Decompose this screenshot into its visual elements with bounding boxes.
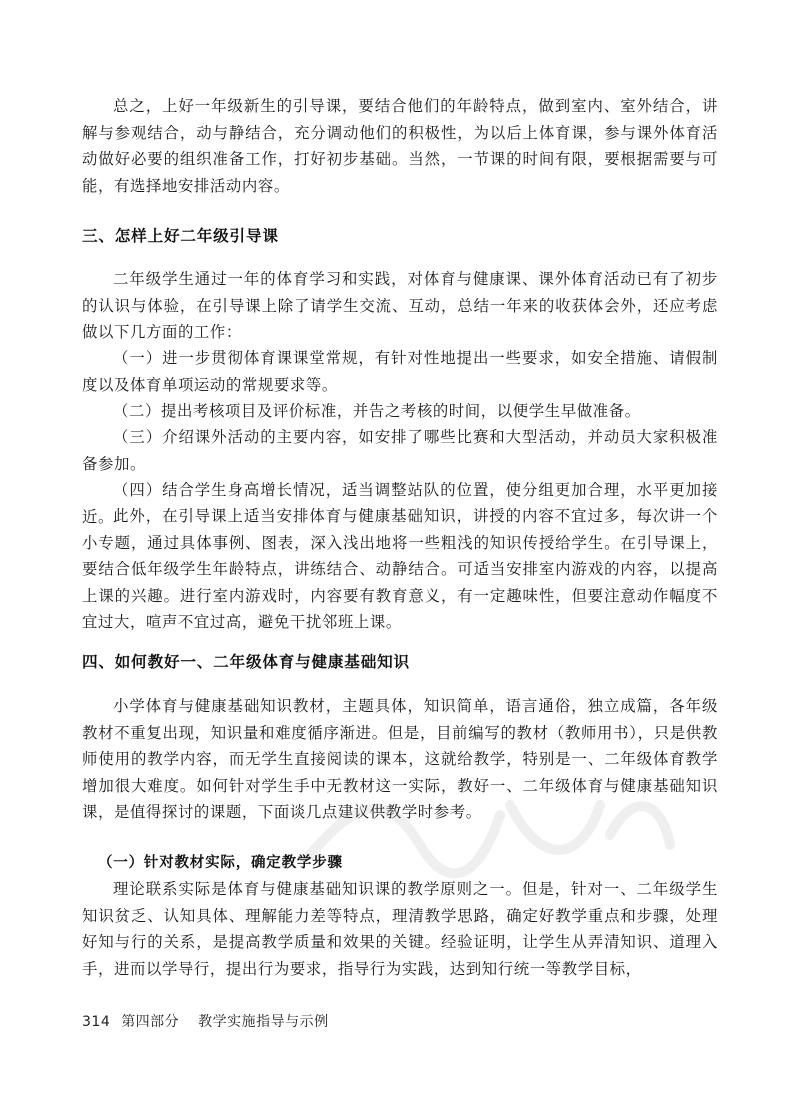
footer-part-label: 第四部分 (121, 1014, 180, 1030)
page-number: 314 (82, 1014, 111, 1030)
page-footer (82, 1011, 329, 1031)
paragraph-teaching-steps: 理论联系实际是体育与健康基础知识课的教学原则之一。但是，针对一、二年级学生知识贫乏、认知具体、理解能力差等特点，理清教学思路，确定好教学重点和步骤，处理好知与行的关系，是提高教学质量和效果的关键。经验证明，让学生从弄清知识、道理入手，进而以学导行，提出行为要求，指导行为实践，达到知行统一等教学目标， (82, 880, 718, 978)
paragraph-summary: 总之，上好一年级新生的引导课，要结合他们的年龄特点，做到室内、室外结合，讲解与参观结合，动与静结合，充分调动他们的积极性，为以后上体育课，参与课外体育活动做好必要的组织准备工作，打好初步基础。当然，一节课的时间有限，要根据需要与可能，有选择地安排活动内容。 (82, 97, 718, 195)
watermark-logo (300, 775, 680, 885)
subsection-heading-1: （一）针对教材实际，确定教学步骤 (98, 855, 343, 871)
paragraph-item-1: （一）进一步贯彻体育课课堂常规，有针对性地提出一些要求，如安全措施、请假制度以及体育单项运动的常规要求等。 (82, 349, 718, 394)
footer-section-label: 教学实施指导与示例 (198, 1014, 329, 1030)
paragraph-knowledge-intro: 小学体育与健康基础知识教材，主题具体，知识简单，语言通俗，独立成篇，各年级教材不重复出现，知识量和难度循序渐进。但是，目前编写的教材（教师用书），只是供教师使用的教学内容，而无学生直接阅读的课本，这就给教学，特别是一、二年级体育教学增加很大难度。如何针对学生手中无教材这一实际，教好一、二年级体育与健康基础知识课，是值得探讨的课题，下面谈几点建议供教学时参考。 (82, 697, 718, 821)
paragraph-item-4: （四）结合学生身高增长情况，适当调整站队的位置，使分组更加合理，水平更加接近。 (82, 481, 718, 526)
paragraph-additional: 此外，在引导课上适当安排体育与健康基础知识，讲授的内容不宜过多，每次讲一个小专题，通过具体事例、图表，深入浅出地将一些粗浅的知识传授给学生。在引导课上，要结合低年级学生年龄特点，讲练结合、动静结合。可适当安排室内游戏的内容，以提高上课的兴趣。进行室内游戏时，内容要有教育意义，有一定趣味性，但要注意动作幅度不宜过大，喧声不宜过高，避免干扰邻班上课。 (82, 507, 718, 631)
section-heading-3: 三、怎样上好二年级引导课 (82, 227, 279, 245)
paragraph-item-3: （三）介绍课外活动的主要内容，如安排了哪些比赛和大型活动，并动员大家积极准备参加。 (82, 428, 718, 473)
paragraph-item-2: （二）提出考核项目及评价标准，并告之考核的时间，以便学生早做准备。 (113, 402, 641, 420)
section-heading-4: 四、如何教好一、二年级体育与健康基础知识 (82, 653, 410, 671)
paragraph-grade2-intro: 二年级学生通过一年的体育学习和实践，对体育与健康课、课外体育活动已有了初步的认识与体验，在引导课上除了请学生交流、互动，总结一年来的收获体会外，还应考虑做以下几方面的工作： (82, 270, 718, 341)
